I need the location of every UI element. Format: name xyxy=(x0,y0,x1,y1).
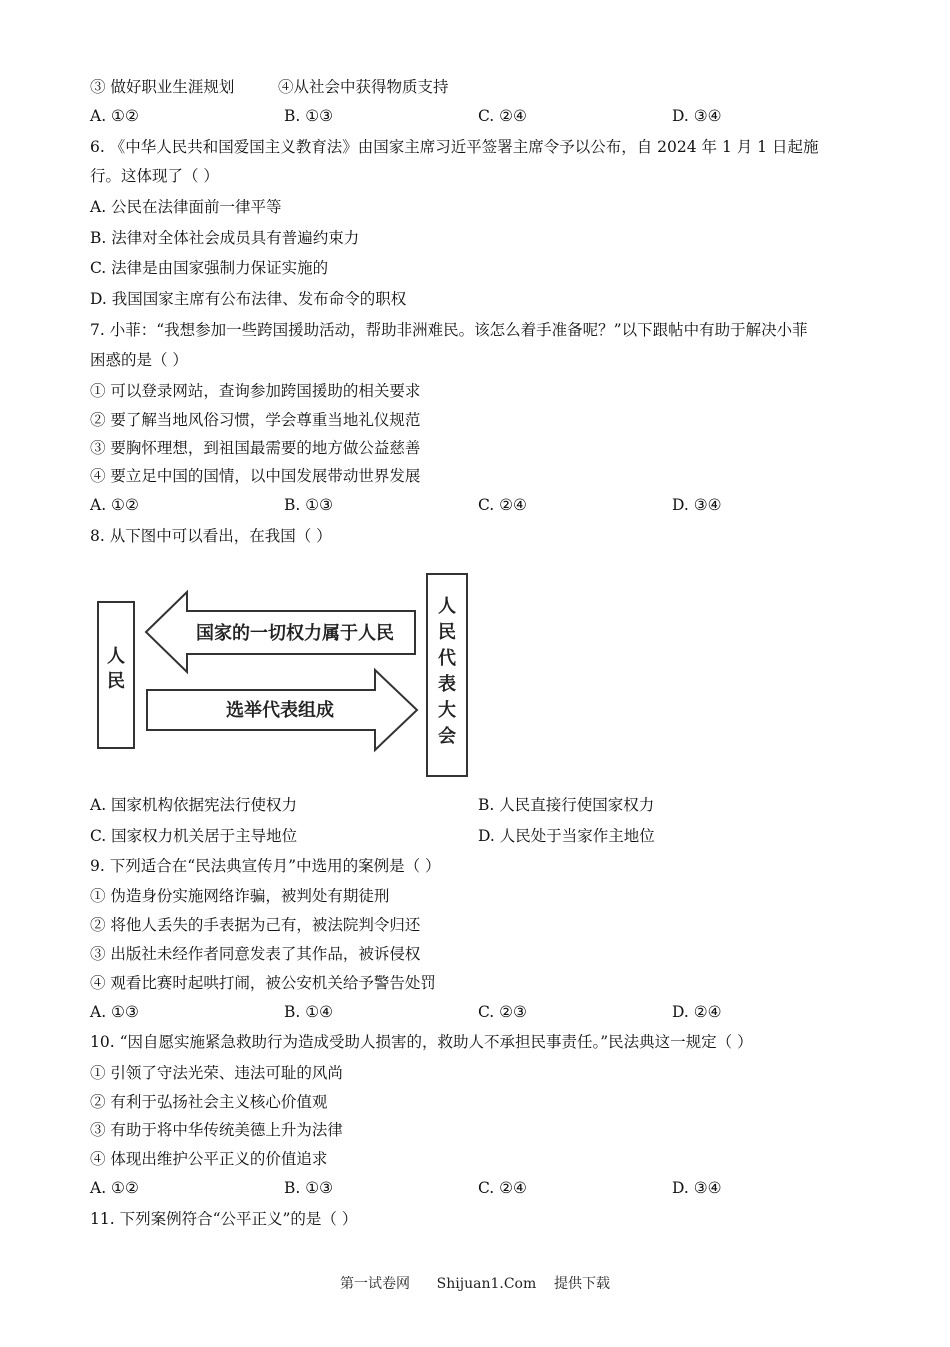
congress-char-2: 民 xyxy=(438,622,456,643)
q8-option-a: A. 国家机构依据宪法行使权力 xyxy=(90,796,298,814)
q10-option-c: C. ②④ xyxy=(478,1179,527,1197)
q10-option-a: A. ①② xyxy=(90,1179,139,1197)
q9-item-4: ④ 观看比赛时起哄打闹，被公安机关给予警告处罚 xyxy=(90,974,436,992)
q5-option-c: C. ②④ xyxy=(478,107,527,125)
q10-item-4: ④ 体现出维护公平正义的价值追求 xyxy=(90,1150,328,1168)
q9-item-3: ③ 出版社未经作者同意发表了其作品，被诉侵权 xyxy=(90,945,421,963)
q8-diagram xyxy=(95,572,475,782)
q9-item-1: ① 伪造身份实施网络诈骗，被判处有期徒刑 xyxy=(90,887,390,905)
q8-option-d: D. 人民处于当家作主地位 xyxy=(478,827,655,845)
q9-option-b: B. ①④ xyxy=(284,1003,334,1021)
congress-char-4: 表 xyxy=(438,674,456,695)
page-footer: 第一试卷网 Shijuan1.Com 提供下载 xyxy=(339,1276,611,1292)
q8-stem: 8. 从下图中可以看出，在我国（ ） xyxy=(90,527,332,545)
q7-option-d: D. ③④ xyxy=(672,496,722,514)
people-char-1: 人 xyxy=(107,646,125,667)
bottom-arrow-label: 选举代表组成 xyxy=(226,700,334,721)
top-arrow-label: 国家的一切权力属于人民 xyxy=(196,623,394,644)
q9-stem: 9. 下列适合在“民法典宣传月”中选用的案例是（ ） xyxy=(90,857,441,875)
q5-option-a: A. ①② xyxy=(90,107,139,125)
q8-option-c: C. 国家权力机关居于主导地位 xyxy=(90,827,298,845)
q9-option-d: D. ②④ xyxy=(672,1003,722,1021)
q7-option-c: C. ②④ xyxy=(478,496,527,514)
q7-option-b: B. ①③ xyxy=(284,496,334,514)
q10-item-2: ② 有利于弘扬社会主义核心价值观 xyxy=(90,1093,328,1111)
q7-item-2: ② 要了解当地风俗习惯，学会尊重当地礼仪规范 xyxy=(90,411,421,429)
q7-item-3: ③ 要胸怀理想，到祖国最需要的地方做公益慈善 xyxy=(90,439,421,457)
q10-item-1: ① 引领了守法光荣、违法可耻的风尚 xyxy=(90,1064,343,1082)
q6-option-b: B. 法律对全体社会成员具有普遍约束力 xyxy=(90,229,360,247)
q6-option-c: C. 法律是由国家强制力保证实施的 xyxy=(90,259,329,277)
q6-option-a: A. 公民在法律面前一律平等 xyxy=(90,198,282,216)
congress-char-6: 会 xyxy=(438,726,456,747)
q5-item-3: ③ 做好职业生涯规划 xyxy=(90,78,235,96)
q8-option-b: B. 人民直接行使国家权力 xyxy=(478,796,655,814)
q6-option-d: D. 我国国家主席有公布法律、发布命令的职权 xyxy=(90,290,407,308)
q7-item-1: ① 可以登录网站，查询参加跨国援助的相关要求 xyxy=(90,382,421,400)
q10-option-d: D. ③④ xyxy=(672,1179,722,1197)
congress-char-3: 代 xyxy=(438,648,456,669)
people-char-2: 民 xyxy=(107,671,125,692)
congress-char-1: 人 xyxy=(438,596,456,617)
q9-item-2: ② 将他人丢失的手表据为己有，被法院判令归还 xyxy=(90,916,421,934)
q7-option-a: A. ①② xyxy=(90,496,139,514)
q11-stem: 11. 下列案例符合“公平正义”的是（ ） xyxy=(90,1210,358,1228)
q10-item-3: ③ 有助于将中华传统美德上升为法律 xyxy=(90,1121,343,1139)
congress-char-5: 大 xyxy=(438,700,456,721)
q10-stem: 10. “因自愿实施紧急救助行为造成受助人损害的，救助人不承担民事责任。”民法典这一规定（ ） xyxy=(90,1033,753,1051)
q5-option-d: D. ③④ xyxy=(672,107,722,125)
q5-item-4: ④从社会中获得物质支持 xyxy=(278,78,449,96)
q9-option-c: C. ②③ xyxy=(478,1003,527,1021)
q6-stem-line-2: 行。这体现了（ ） xyxy=(90,167,219,185)
q9-option-a: A. ①③ xyxy=(90,1003,139,1021)
q7-item-4: ④ 要立足中国的国情，以中国发展带动世界发展 xyxy=(90,467,421,485)
q7-stem-line-1: 7. 小菲：“我想参加一些跨国援助活动，帮助非洲难民。该怎么着手准备呢？”以下跟帖中有助于解决小菲 xyxy=(90,321,808,339)
q6-stem-line-1: 6. 《中华人民共和国爱国主义教育法》由国家主席习近平签署主席令予以公布，自 2024 年 1 月 1 日起施 xyxy=(90,138,819,156)
q5-option-b: B. ①③ xyxy=(284,107,334,125)
q7-stem-line-2: 困惑的是（ ） xyxy=(90,351,188,369)
q10-option-b: B. ①③ xyxy=(284,1179,334,1197)
